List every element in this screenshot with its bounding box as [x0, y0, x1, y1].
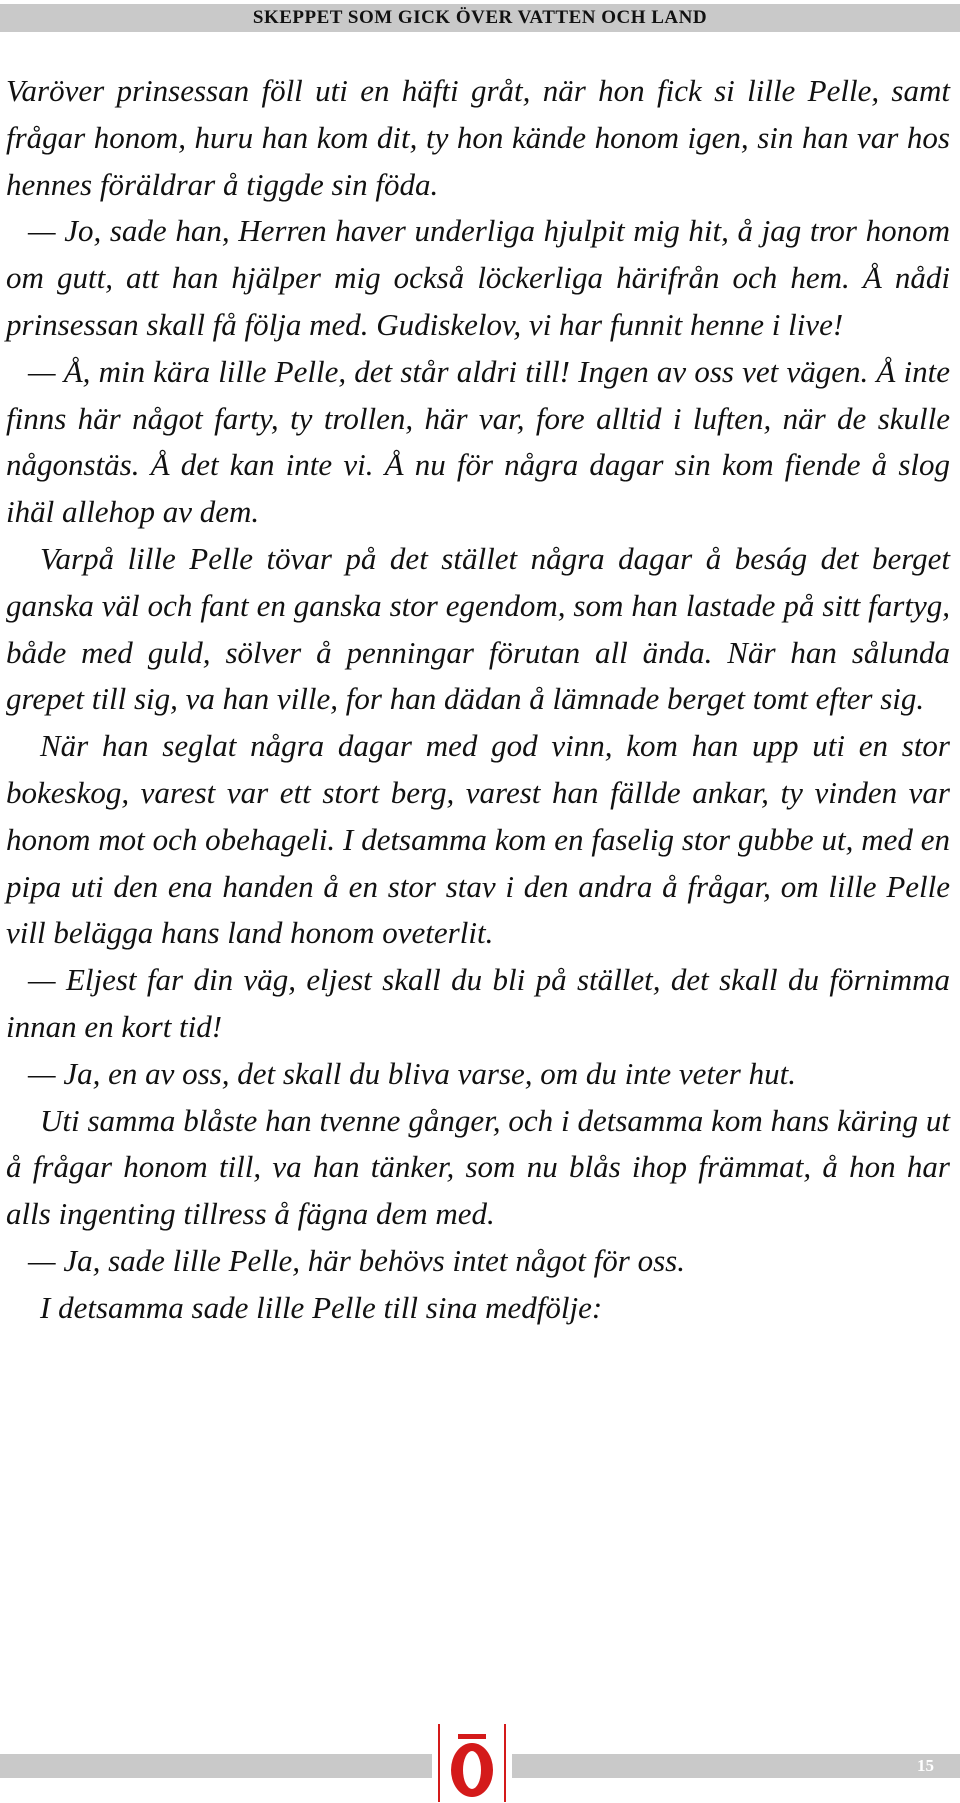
paragraph: — Å, min kära lille Pelle, det står aldri till! Ingen av oss vet vägen. Å inte finns här något farty, ty trollen, här var, fore alltid i luften, när de skulle någonstäs. Å det kan inte vi. Å nu för några dagar sin kom fiende å slog ihäl allehop av dem.: [6, 353, 950, 530]
page-number: 15: [917, 1756, 934, 1775]
paragraph: När han seglat några dagar med god vinn, kom han upp uti en stor bokeskog, varest var ett stort berg, varest han fällde ankar, ty vinden var honom mot och obehageli. I detsamma kom en faselig stor gubbe ut, med en pipa uti den ena handen å en stor stav i den andra å frågar, om lille Pelle vill belägga hans land honom oveterlit.: [6, 728, 950, 951]
paragraph: — Jo, sade han, Herren haver underliga hjulpit mig hit, å jag tror honom om gutt, att han hjälper mig också löckerliga härifrån och hem. Å nådi prinsessan skall få följa med. Gudiskelov, vi har funnit henne i live!: [6, 213, 950, 342]
footer-bar-left: [0, 1754, 432, 1778]
footer-bar-right: [512, 1754, 960, 1778]
body-text: [6, 68, 950, 1332]
running-header-title: SKEPPET SOM GICK ÖVER VATTEN OCH LAND: [252, 7, 708, 28]
paragraph: Varöver prinsessan föll uti en häfti gråt, när hon fick si lille Pelle, samt frågar honom, huru han kom dit, ty hon kände honom igen, sin han var hos hennes föräldrar å tiggde sin föda.: [6, 73, 950, 202]
paragraph: Uti samma blåste han tvenne gånger, och i detsamma kom hans käring ut å frågar honom till, va han tänker, som nu blås ihop främmat, å hon har alls ingenting tillress å fägna dem med.: [6, 1102, 950, 1232]
paragraph: — Ja, sade lille Pelle, här behövs intet något för oss.: [28, 1242, 685, 1278]
publisher-o-logo-icon: [436, 1724, 508, 1802]
paragraph: — Eljest far din väg, eljest skall du bli på stället, det skall du förnimma innan en kort tid!: [6, 962, 950, 1044]
paragraph: Varpå lille Pelle tövar på det stället några dagar å beság det berget ganska väl och fant en ganska stor egendom, som han lastade på sitt fartyg, både med guld, sölver å penningar förutan all ända. När han sålunda grepet till sig, va han ville, for han dädan å lämnade berget tomt efter sig.: [6, 540, 950, 717]
paragraph: I detsamma sade lille Pelle till sina medfölje:: [40, 1289, 603, 1325]
paragraph: — Ja, en av oss, det skall du bliva varse, om du inte veter hut.: [28, 1055, 796, 1091]
